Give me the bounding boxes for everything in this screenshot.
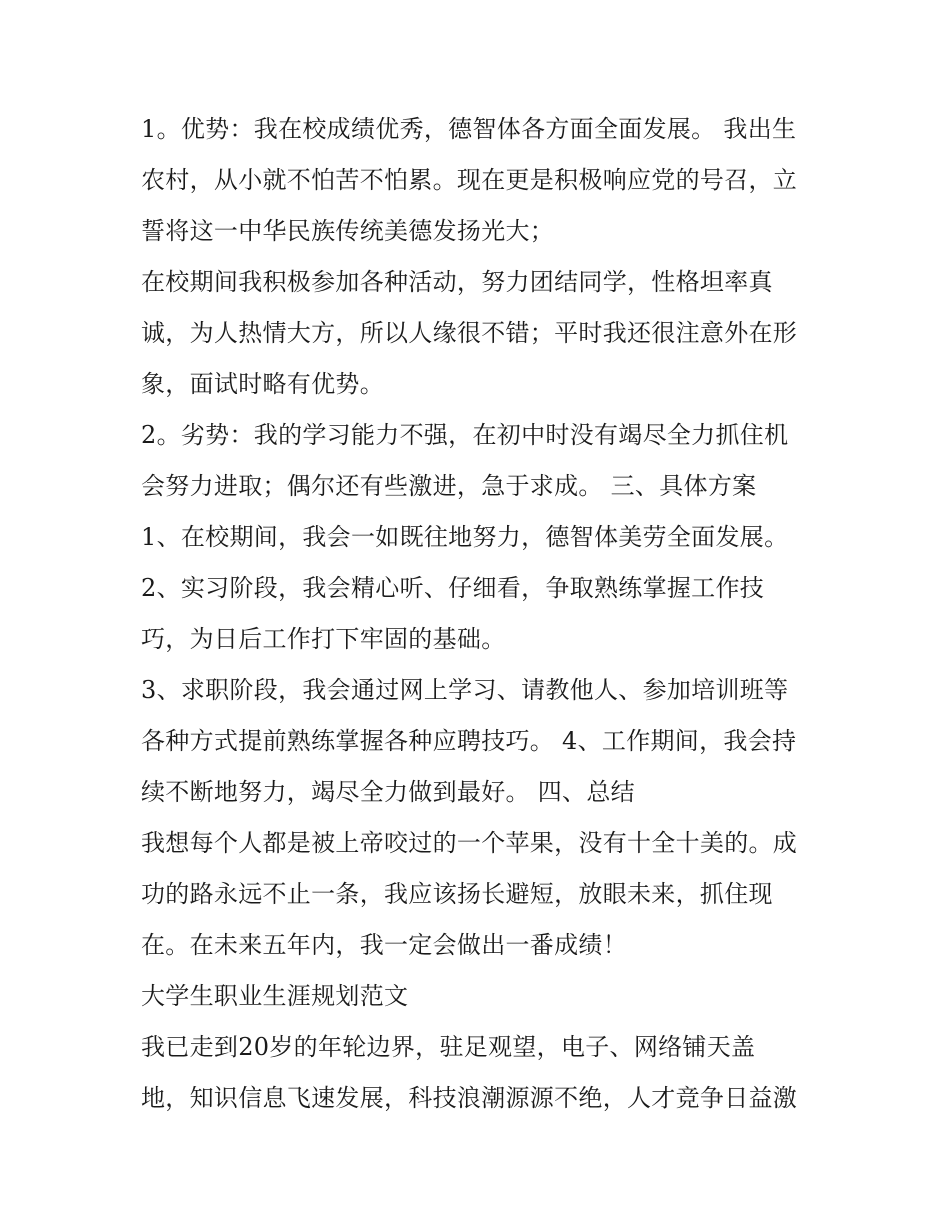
- text-line: 巧，为日后工作打下牢固的基础。: [141, 625, 506, 653]
- text-line: 誓将这一中华民族传统美德发扬光大；: [141, 217, 555, 245]
- text-line: 在。在未来五年内，我一定会做出一番成绩！: [141, 931, 627, 959]
- text-line: 诚，为人热情大方，所以人缘很不错；平时我还很注意外在形: [141, 319, 798, 347]
- text-line: 2、实习阶段，我会精心听、仔细看，争取熟练掌握工作技: [141, 574, 765, 602]
- text-line: 我想每个人都是被上帝咬过的一个苹果，没有十全十美的。成: [141, 829, 798, 857]
- text-line: 地，知识信息飞速发展，科技浪潮源源不绝，人才竞争日益激: [141, 1084, 798, 1112]
- text-line: 功的路永远不止一条，我应该扬长避短，放眼未来，抓住现: [141, 880, 773, 908]
- text-line: 在校期间我积极参加各种活动，努力团结同学，性格坦率真: [141, 268, 773, 296]
- text-line: 1、在校期间，我会一如既往地努力，德智体美劳全面发展。: [141, 523, 789, 551]
- text-line: 我已走到20岁的年轮边界，驻足观望，电子、网络铺天盖: [141, 1033, 756, 1061]
- text-line: 1。优势：我在校成绩优秀，德智体各方面全面发展。 我出生: [141, 115, 797, 143]
- section-heading: 大学生职业生涯规划范文: [141, 982, 409, 1010]
- text-line: 续不断地努力，竭尽全力做到最好。 四、总结: [141, 778, 635, 806]
- text-line: 会努力进取；偶尔还有些激进，急于求成。 三、具体方案: [141, 472, 757, 500]
- text-line: 2。劣势：我的学习能力不强，在初中时没有竭尽全力抓住机: [141, 421, 789, 449]
- text-line: 象，面试时略有优势。: [141, 370, 384, 398]
- text-line: 农村，从小就不怕苦不怕累。现在更是积极响应党的号召，立: [141, 166, 798, 194]
- text-line: 3、求职阶段，我会通过网上学习、请教他人、参加培训班等: [141, 676, 789, 704]
- text-line: 各种方式提前熟练掌握各种应聘技巧。 4、工作期间，我会持: [141, 727, 797, 755]
- document-body: [141, 104, 821, 1124]
